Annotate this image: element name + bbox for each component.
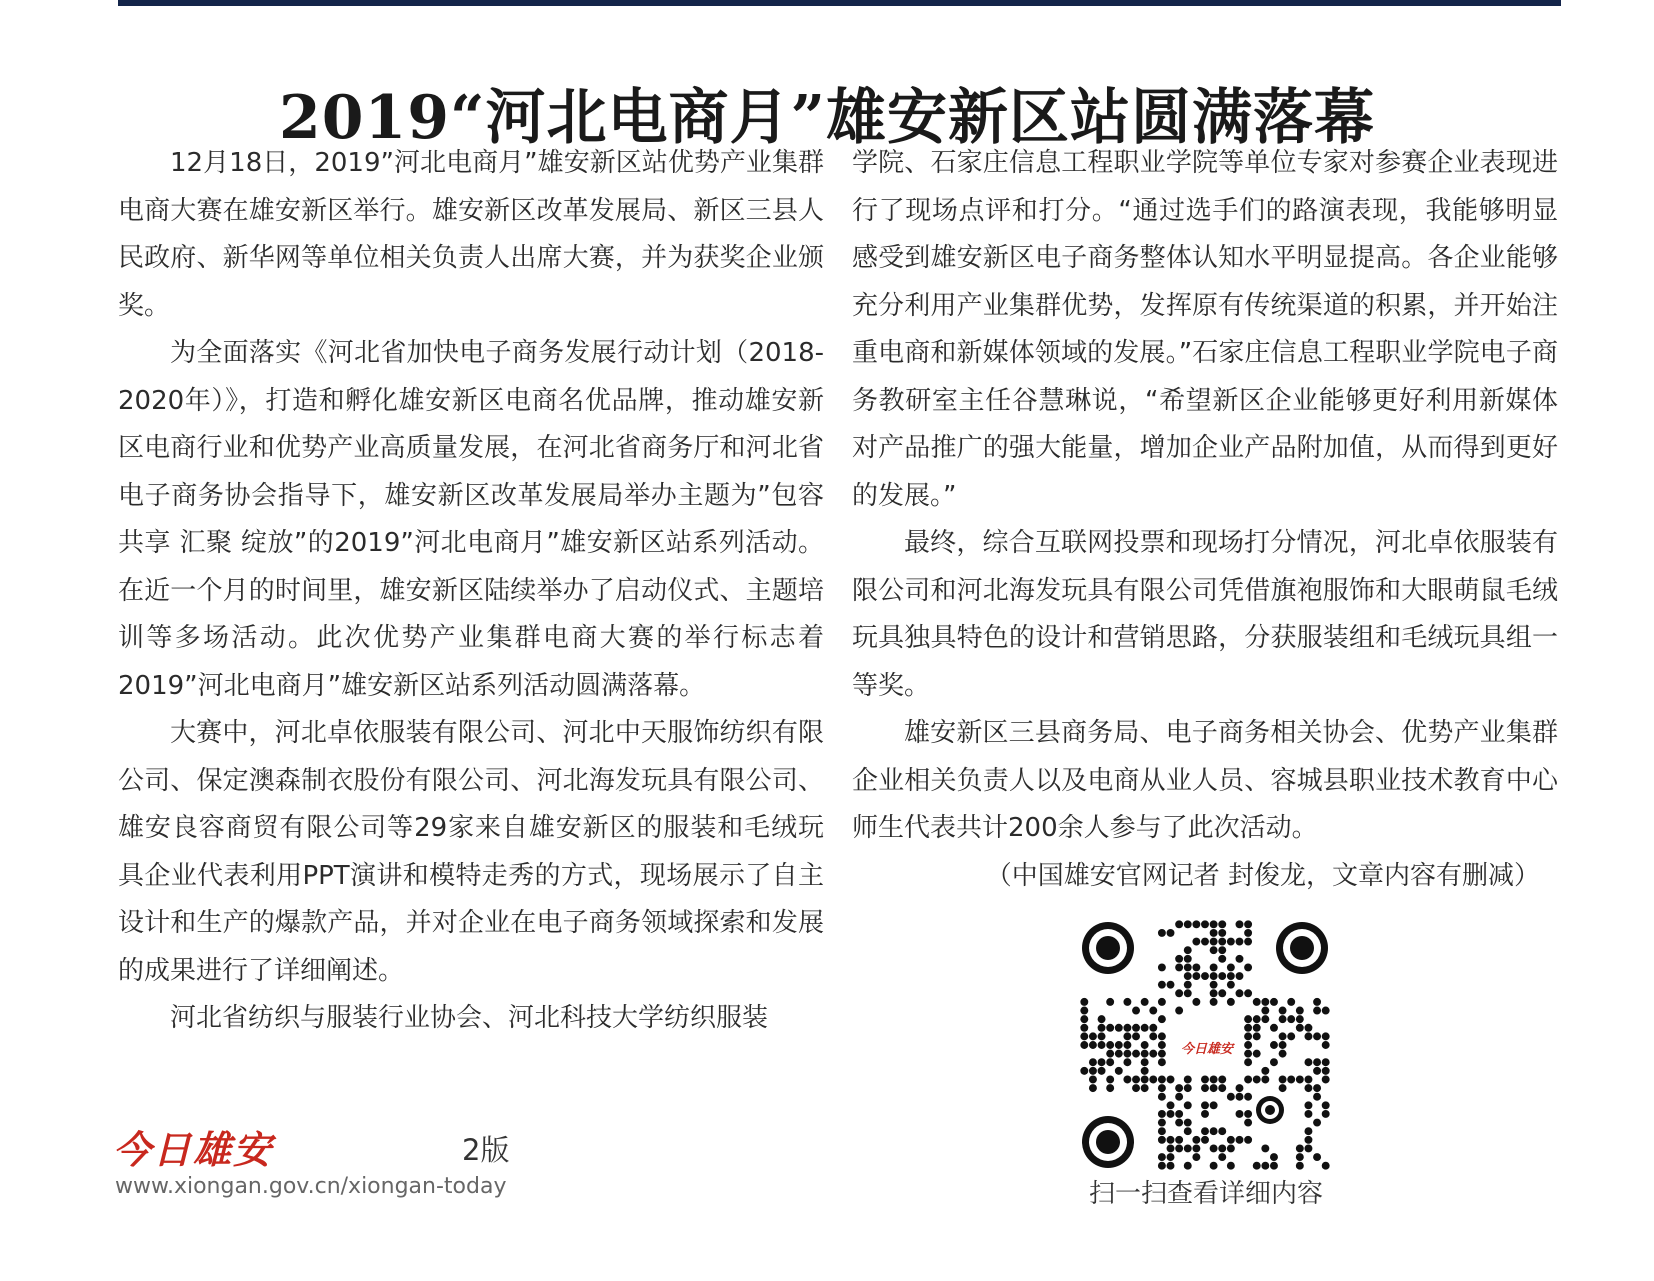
qr-finder-top-right <box>1276 922 1328 974</box>
paragraph-6: 雄安新区三县商务局、电子商务相关协会、优势产业集群企业相关负责人以及电商从业人员、容城县职业技术教育中心师生代表共计200余人参与了此次活动。 <box>852 718 1558 843</box>
qr-code-icon[interactable] <box>1080 920 1330 1170</box>
paragraph-4-continued: 学院、石家庄信息工程职业学院等单位专家对参赛企业表现进行了现场点评和打分。“通过选手们的路演表现，我能够明显感受到雄安新区电子商务整体认知水平明显提高。各企业能够充分利用产业集群优势，发挥原有传统渠道的积累，并开始注重电商和新媒体领域的发展。”石家庄信息工程职业学院电子商务教研室主任谷慧琳说，“希望新区企业能够更好利用新媒体对产品推广的强大能量，增加企业产品附加值，从而得到更好的发展。” <box>852 148 1558 511</box>
paragraph-5: 最终，综合互联网投票和现场打分情况，河北卓依服装有限公司和河北海发玩具有限公司凭借旗袍服饰和大眼萌鼠毛绒玩具独具特色的设计和营销思路，分获服装组和毛绒玩具组一等奖。 <box>852 528 1558 701</box>
article-column-right <box>852 140 1558 900</box>
paragraph-1: 12月18日，2019”河北电商月”雄安新区站优势产业集群电商大赛在雄安新区举行。雄安新区改革发展局、新区三县人民政府、新华网等单位相关负责人出席大赛，并为获奖企业颁奖。 <box>118 148 824 321</box>
website-url[interactable]: www.xiongan.gov.cn/xiongan-today <box>115 1174 507 1199</box>
qr-caption: 扫一扫查看详细内容 <box>1088 1179 1323 1209</box>
article-headline: 2019“河北电商月”雄安新区站圆满落幕 <box>278 83 1375 154</box>
top-rule <box>118 0 1561 6</box>
paragraph-2: 为全面落实《河北省加快电子商务发展行动计划（2018-2020年）》，打造和孵化雄安新区电商名优品牌，推动雄安新区电商行业和优势产业高质量发展，在河北省商务厅和河北省电子商务协会指导下，雄安新区改革发展局举办主题为”包容 共享 汇聚 绽放”的2019”河北电商月”雄安新区站系列活动。在近一个月的时间里，雄安新区陆续举办了启动仪式、主题培训等多场活动。此次优势产业集群电商大赛的举行标志着2019”河北电商月”雄安新区站系列活动圆满落幕。 <box>118 338 824 701</box>
paragraph-4-start: 河北省纺织与服装行业协会、河北科技大学纺织服装 <box>170 1003 769 1033</box>
page-number: 2版 <box>462 1133 510 1167</box>
qr-alignment <box>1256 1096 1284 1124</box>
reporter-credit: （中国雄安官网记者 封俊龙，文章内容有删减） <box>985 860 1540 891</box>
article-column-left <box>118 140 824 1043</box>
paragraph-3: 大赛中，河北卓依服装有限公司、河北中天服饰纺织有限公司、保定澳森制衣股份有限公司、河北海发玩具有限公司、雄安良容商贸有限公司等29家来自雄安新区的服装和毛绒玩具企业代表利用PPT演讲和模特走秀的方式，现场展示了自主设计和生产的爆款产品，并对企业在电子商务领域探索和发展的成果进行了详细阐述。 <box>118 718 824 986</box>
qr-finder-bottom-left <box>1082 1116 1134 1168</box>
qr-finder-top-left <box>1082 922 1134 974</box>
qr-center-logo: 今日雄安 <box>1173 1023 1241 1071</box>
publication-logo: 今日雄安 <box>113 1127 274 1172</box>
